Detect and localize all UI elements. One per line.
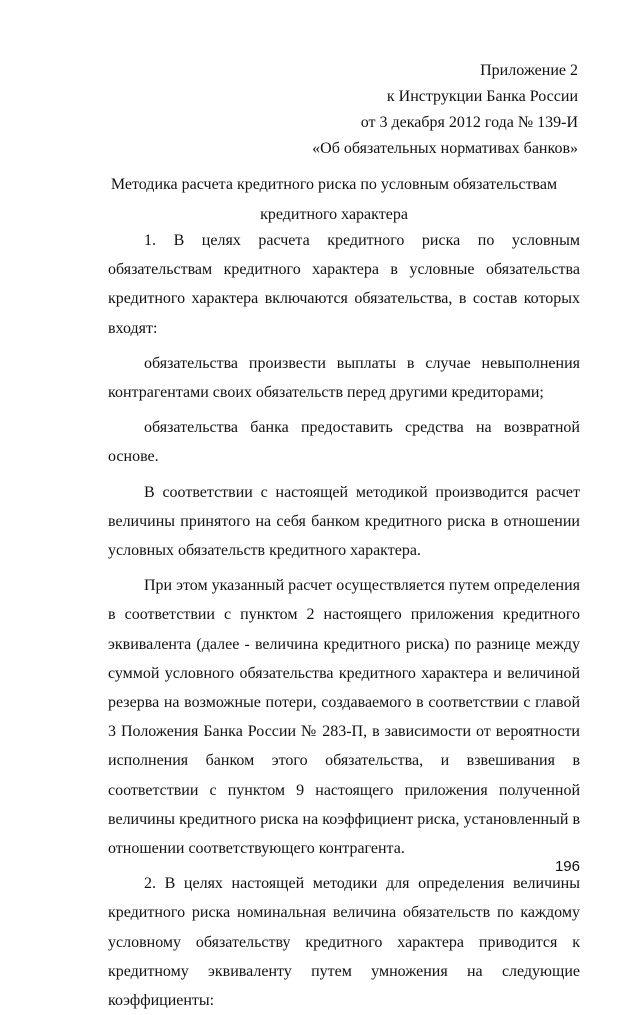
document-body [108,226,580,1015]
title-line-2: кредитного характера [260,206,408,223]
appendix-line-3: от 3 декабря 2012 года № 139-И [360,114,578,131]
paragraph-1: 1. В целях расчета кредитного риска по условным обязательствам кредитного характера в условные обязательства кредитного характера включаются обязательства, в состав которых входят: [108,232,580,337]
page-number: 196 [554,858,580,875]
paragraph-5: При этом указанный расчет осуществляется путем определения в соответствии с пунктом 2 настоящего приложения кредитного эквивалента (далее - величина кредитного риска) по разнице между суммой условного обязательства кредитного характера и величиной резерва на возможные потери, создаваемого в соответствии с главой 3 Положения Банка России № 283-П, в зависимости от вероятности исполнения банком этого обязательства, и взвешивания в соответствии с пунктом 9 настоящего приложения полученной величины кредитного риска на коэффициент риска, установленный в отношении соответствующего контрагента. [108,577,580,858]
paragraph-6: 2. В целях настоящей методики для определения величины кредитного риска номинальная величина обязательств по каждому условному обязательству кредитного характера приводится к кредитному эквиваленту путем умножения на следующие коэффициенты: [108,875,580,1010]
document-title [90,170,578,230]
appendix-line-1: Приложение 2 [480,62,578,79]
appendix-header [312,58,578,162]
paragraph-4: В соответствии с настоящей методикой производится расчет величины принятого на себя банком кредитного риска в отношении условных обязательств кредитного характера. [108,483,580,560]
appendix-line-4: «Об обязательных нормативах банков» [312,140,578,157]
paragraph-2: обязательства произвести выплаты в случае невыполнения контрагентами своих обязательств перед другими кредиторами; [108,354,580,402]
title-line-1: Методика расчета кредитного риска по условным обязательствам [110,176,558,193]
paragraph-3: обязательства банка предоставить средства на возвратной основе. [108,419,580,466]
appendix-line-2: к Инструкции Банка России [386,88,578,105]
